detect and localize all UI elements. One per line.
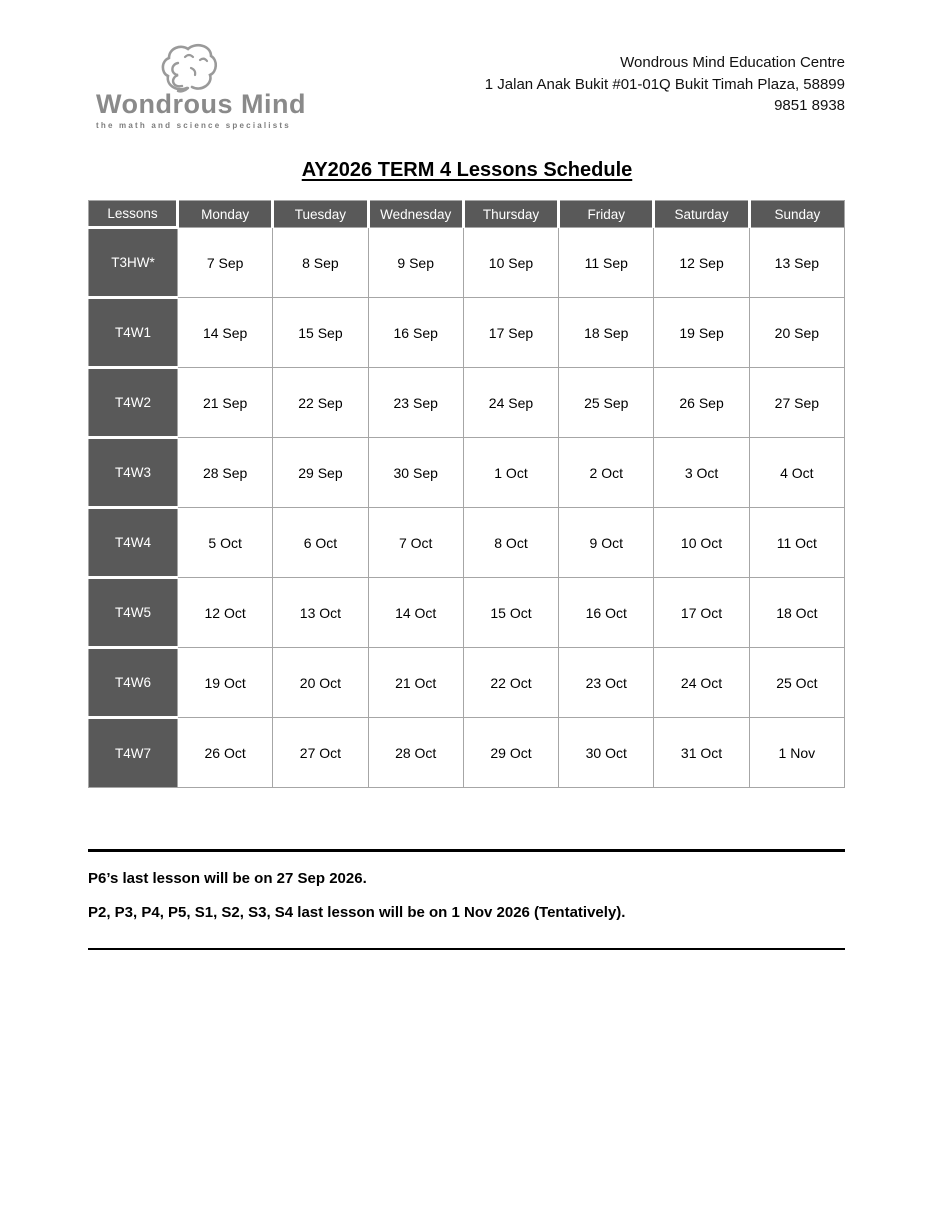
date-cell-t4w2-wednesday: 23 Sep [368, 368, 463, 438]
date-cell-t4w7-saturday: 31 Oct [654, 718, 749, 788]
date-cell-t4w4-saturday: 10 Oct [654, 508, 749, 578]
row-label-t4w2: T4W2 [89, 368, 178, 438]
date-cell-t4w5-friday: 16 Oct [559, 578, 654, 648]
week-row-t4w1 [89, 298, 845, 368]
contact-block [485, 52, 845, 117]
date-cell-t3hw-tuesday: 8 Sep [273, 228, 368, 298]
schedule-table-wrap [88, 200, 845, 788]
column-header-friday: Friday [559, 201, 654, 228]
date-cell-t4w4-tuesday: 6 Oct [273, 508, 368, 578]
date-cell-t3hw-friday: 11 Sep [559, 228, 654, 298]
date-cell-t4w4-sunday: 11 Oct [749, 508, 844, 578]
row-label-t4w6: T4W6 [89, 648, 178, 718]
date-cell-t4w4-wednesday: 7 Oct [368, 508, 463, 578]
date-cell-t4w4-friday: 9 Oct [559, 508, 654, 578]
date-cell-t4w1-sunday: 20 Sep [749, 298, 844, 368]
row-label-t4w3: T4W3 [89, 438, 178, 508]
date-cell-t4w4-thursday: 8 Oct [463, 508, 558, 578]
header-row [89, 201, 845, 228]
date-cell-t4w2-monday: 21 Sep [178, 368, 273, 438]
date-cell-t4w7-sunday: 1 Nov [749, 718, 844, 788]
date-cell-t4w2-sunday: 27 Sep [749, 368, 844, 438]
column-header-sunday: Sunday [749, 201, 844, 228]
column-header-saturday: Saturday [654, 201, 749, 228]
date-cell-t4w3-thursday: 1 Oct [463, 438, 558, 508]
row-label-t4w4: T4W4 [89, 508, 178, 578]
week-row-t4w5 [89, 578, 845, 648]
date-cell-t4w5-sunday: 18 Oct [749, 578, 844, 648]
date-cell-t4w6-thursday: 22 Oct [463, 648, 558, 718]
date-cell-t4w1-saturday: 19 Sep [654, 298, 749, 368]
date-cell-t3hw-wednesday: 9 Sep [368, 228, 463, 298]
date-cell-t3hw-saturday: 12 Sep [654, 228, 749, 298]
column-header-wednesday: Wednesday [368, 201, 463, 228]
contact-address: 1 Jalan Anak Bukit #01-01Q Bukit Timah Plaza, 58899 [484, 75, 845, 93]
date-cell-t4w4-monday: 5 Oct [178, 508, 273, 578]
date-cell-t4w5-wednesday: 14 Oct [368, 578, 463, 648]
date-cell-t4w6-sunday: 25 Oct [749, 648, 844, 718]
date-cell-t4w1-tuesday: 15 Sep [273, 298, 368, 368]
column-header-thursday: Thursday [463, 201, 558, 228]
date-cell-t4w6-friday: 23 Oct [559, 648, 654, 718]
date-cell-t3hw-sunday: 13 Sep [749, 228, 844, 298]
row-label-t4w7: T4W7 [89, 718, 178, 788]
date-cell-t4w1-thursday: 17 Sep [463, 298, 558, 368]
week-row-t4w7 [89, 718, 845, 788]
row-label-t4w1: T4W1 [89, 298, 178, 368]
week-row-t4w3 [89, 438, 845, 508]
date-cell-t4w6-saturday: 24 Oct [654, 648, 749, 718]
date-cell-t4w3-tuesday: 29 Sep [273, 438, 368, 508]
week-row-t4w6 [89, 648, 845, 718]
column-header-tuesday: Tuesday [273, 201, 368, 228]
date-cell-t4w7-tuesday: 27 Oct [273, 718, 368, 788]
date-cell-t4w5-tuesday: 13 Oct [273, 578, 368, 648]
week-row-t4w4 [89, 508, 845, 578]
logo-tagline: the math and science specialists [96, 121, 291, 131]
date-cell-t4w3-saturday: 3 Oct [654, 438, 749, 508]
date-cell-t4w5-thursday: 15 Oct [463, 578, 558, 648]
notes-section [88, 849, 845, 950]
date-cell-t3hw-thursday: 10 Sep [463, 228, 558, 298]
date-cell-t4w6-wednesday: 21 Oct [368, 648, 463, 718]
date-cell-t4w3-wednesday: 30 Sep [368, 438, 463, 508]
date-cell-t4w2-thursday: 24 Sep [463, 368, 558, 438]
page-title: AY2026 TERM 4 Lessons Schedule [301, 159, 633, 181]
date-cell-t4w2-tuesday: 22 Sep [273, 368, 368, 438]
row-label-t4w5: T4W5 [89, 578, 178, 648]
date-cell-t4w5-saturday: 17 Oct [654, 578, 749, 648]
column-header-monday: Monday [178, 201, 273, 228]
week-row-t4w2 [89, 368, 845, 438]
contact-phone: 9851 8938 [774, 97, 845, 114]
logo [96, 42, 306, 131]
date-cell-t4w2-friday: 25 Sep [559, 368, 654, 438]
schedule-table [88, 200, 845, 788]
divider-top [88, 849, 845, 852]
date-cell-t4w1-friday: 18 Sep [559, 298, 654, 368]
date-cell-t4w7-wednesday: 28 Oct [368, 718, 463, 788]
week-row-t3hw [89, 228, 845, 298]
date-cell-t4w3-sunday: 4 Oct [749, 438, 844, 508]
date-cell-t4w7-friday: 30 Oct [559, 718, 654, 788]
contact-name: Wondrous Mind Education Centre [620, 54, 845, 71]
date-cell-t4w1-monday: 14 Sep [178, 298, 273, 368]
date-cell-t4w7-thursday: 29 Oct [463, 718, 558, 788]
note-p6: P6’s last lesson will be on 27 Sep 2026. [88, 869, 367, 887]
date-cell-t4w7-monday: 26 Oct [178, 718, 273, 788]
row-label-t3hw: T3HW* [89, 228, 178, 298]
schedule-table-head [89, 201, 845, 228]
divider-bottom [88, 948, 845, 951]
schedule-table-body [89, 228, 845, 788]
note-others: P2, P3, P4, P5, S1, S2, S3, S4 last lesson will be on 1 Nov 2026 (Tentatively). [88, 903, 626, 921]
date-cell-t4w3-monday: 28 Sep [178, 438, 273, 508]
date-cell-t4w2-saturday: 26 Sep [654, 368, 749, 438]
brain-doodle-icon [158, 42, 220, 94]
date-cell-t4w6-monday: 19 Oct [178, 648, 273, 718]
date-cell-t4w3-friday: 2 Oct [559, 438, 654, 508]
date-cell-t3hw-monday: 7 Sep [178, 228, 273, 298]
logo-name: Wondrous Mind [96, 89, 306, 119]
column-header-lessons: Lessons [89, 201, 178, 228]
date-cell-t4w1-wednesday: 16 Sep [368, 298, 463, 368]
date-cell-t4w6-tuesday: 20 Oct [273, 648, 368, 718]
date-cell-t4w5-monday: 12 Oct [178, 578, 273, 648]
